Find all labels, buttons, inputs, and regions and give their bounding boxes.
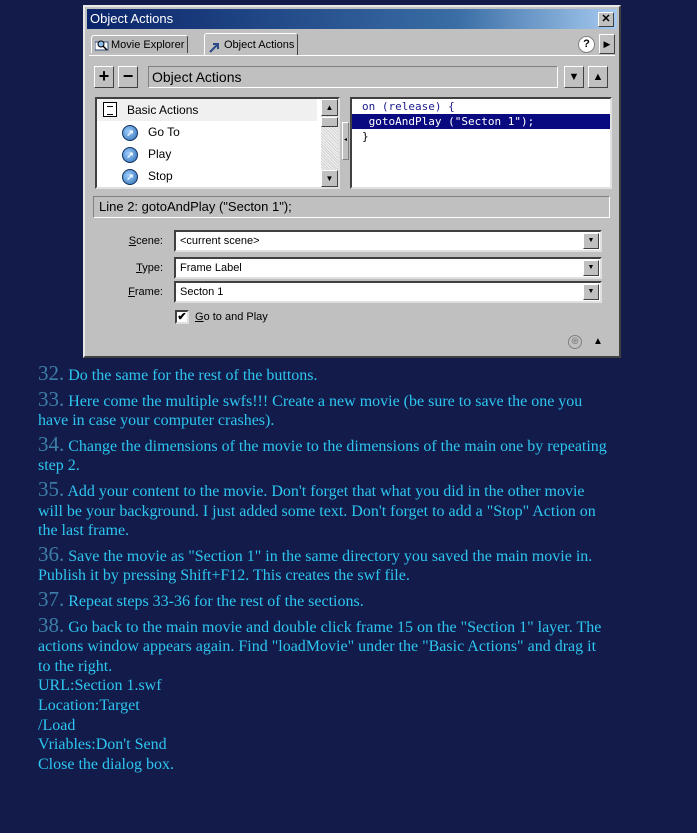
step-line bbox=[38, 541, 678, 567]
step-text: Repeat steps 33-36 for the rest of the sections. bbox=[68, 592, 364, 610]
step-line bbox=[38, 755, 678, 775]
step-line bbox=[38, 411, 678, 431]
step-number: 37. bbox=[38, 586, 65, 611]
window-title: Object Actions bbox=[90, 11, 174, 26]
object-actions-window bbox=[83, 5, 621, 358]
step-text: to the right. bbox=[38, 657, 113, 675]
movie-explorer-icon bbox=[95, 39, 109, 51]
tutorial-steps bbox=[38, 361, 678, 778]
step-number: 35. bbox=[38, 476, 65, 501]
close-button[interactable]: ✕ bbox=[598, 12, 614, 27]
remove-action-button[interactable]: − bbox=[118, 66, 138, 88]
step-text: actions window appears again. Find "loadMovie" under the "Basic Actions" and drag it bbox=[38, 638, 597, 656]
book-icon bbox=[103, 102, 117, 117]
step-text: the last frame. bbox=[38, 522, 130, 540]
step-line bbox=[38, 361, 678, 386]
step-text: URL:Section 1.swf bbox=[38, 677, 162, 695]
toolbox-category-basic-actions[interactable] bbox=[97, 99, 317, 121]
step-text: Change the dimensions of the movie to the dimensions of the main one by repeating bbox=[68, 437, 607, 455]
frame-value: Secton 1 bbox=[180, 286, 224, 298]
scroll-thumb[interactable] bbox=[321, 117, 338, 127]
step-text: /Load bbox=[38, 716, 76, 734]
scene-select[interactable] bbox=[174, 230, 602, 252]
step-line bbox=[38, 431, 678, 457]
item-label: Go To bbox=[148, 125, 180, 139]
step bbox=[38, 612, 678, 775]
step-number: 33. bbox=[38, 386, 65, 411]
tab-label: Object Actions bbox=[224, 39, 295, 51]
help-icon[interactable]: ? bbox=[578, 36, 595, 53]
chevron-down-icon[interactable]: ▼ bbox=[583, 284, 599, 300]
scroll-up-button[interactable]: ▲ bbox=[321, 99, 338, 116]
tab-movie-explorer[interactable] bbox=[91, 35, 188, 53]
goto-and-play-checkbox[interactable]: ✔ bbox=[175, 310, 189, 324]
step-text: Here come the multiple swfs!!! Create a new movie (be sure to save the one you bbox=[68, 392, 583, 410]
step-text: have in case your computer crashes). bbox=[38, 412, 275, 430]
step bbox=[38, 361, 678, 386]
pane-splitter[interactable]: ◂ bbox=[342, 122, 349, 160]
step bbox=[38, 476, 678, 541]
step-line bbox=[38, 637, 678, 657]
toolbox-item-stop[interactable] bbox=[97, 165, 317, 187]
category-label: Basic Actions bbox=[127, 103, 199, 117]
step-text: Do the same for the rest of the buttons. bbox=[68, 367, 318, 384]
step-text: Location:Target bbox=[38, 696, 140, 714]
step bbox=[38, 431, 678, 476]
tab-object-actions[interactable] bbox=[204, 33, 298, 55]
goto-and-play-label[interactable]: Go to and Play bbox=[195, 311, 268, 323]
step-number: 34. bbox=[38, 431, 65, 456]
step-line bbox=[38, 696, 678, 716]
step-text: Add your content to the movie. Don't forget that what you did in the other movie bbox=[67, 482, 585, 500]
step-text: Go back to the main movie and double click frame 15 on the "Section 1" layer. The bbox=[68, 618, 602, 636]
step-line bbox=[38, 657, 678, 677]
action-arrow-icon: ↗ bbox=[122, 169, 138, 185]
tab-label: Movie Explorer bbox=[111, 39, 185, 51]
step-number: 36. bbox=[38, 541, 65, 566]
toolbox-item-play[interactable] bbox=[97, 143, 317, 165]
item-label: Stop bbox=[148, 169, 173, 183]
step-line bbox=[38, 566, 678, 586]
target-icon[interactable]: ⊕ bbox=[568, 335, 582, 349]
step bbox=[38, 541, 678, 586]
actions-toolbox bbox=[95, 97, 340, 189]
step-text: Vriables:Don't Send bbox=[38, 736, 167, 754]
type-select[interactable] bbox=[174, 257, 602, 279]
step-text: Save the movie as "Section 1" in the same directory you saved the main movie in. bbox=[68, 547, 593, 565]
item-label: Play bbox=[148, 147, 172, 161]
step-line bbox=[38, 586, 678, 612]
type-value: Frame Label bbox=[180, 262, 242, 274]
toolbar-label: Object Actions bbox=[148, 66, 558, 88]
frame-select[interactable] bbox=[174, 281, 602, 303]
scroll-down-button[interactable]: ▼ bbox=[321, 170, 338, 187]
type-label: Type: bbox=[136, 262, 163, 274]
move-up-button[interactable]: ▲ bbox=[588, 66, 608, 88]
step-line bbox=[38, 716, 678, 736]
step bbox=[38, 386, 678, 431]
step-line bbox=[38, 612, 678, 638]
toolbox-item-goto[interactable] bbox=[97, 121, 317, 143]
step-line bbox=[38, 476, 678, 502]
action-arrow-icon: ↗ bbox=[122, 125, 138, 141]
code-line[interactable]: on (release) { bbox=[362, 100, 455, 113]
step-line bbox=[38, 386, 678, 412]
object-actions-icon bbox=[208, 39, 222, 51]
script-editor[interactable] bbox=[350, 97, 612, 189]
panel-tabs bbox=[89, 33, 615, 56]
window-titlebar[interactable] bbox=[87, 9, 617, 29]
step-line bbox=[38, 502, 678, 522]
scene-value: <current scene> bbox=[180, 235, 260, 247]
chevron-down-icon[interactable]: ▼ bbox=[583, 233, 599, 249]
step-text: Close the dialog box. bbox=[38, 755, 174, 773]
step-line bbox=[38, 456, 678, 476]
step-line bbox=[38, 676, 678, 696]
scene-label: Scene: bbox=[128, 235, 163, 247]
frame-label: Frame: bbox=[128, 286, 163, 298]
step-number: 38. bbox=[38, 612, 65, 637]
step-number: 32. bbox=[38, 361, 65, 385]
step-line bbox=[38, 521, 678, 541]
chevron-down-icon[interactable]: ▼ bbox=[583, 260, 599, 276]
collapse-icon[interactable]: ▲ bbox=[593, 336, 603, 347]
step-text: Publish it by pressing Shift+F12. This creates the swf file. bbox=[38, 567, 410, 585]
action-arrow-icon: ↗ bbox=[122, 147, 138, 163]
step-text: step 2. bbox=[38, 457, 80, 475]
code-line[interactable]: } bbox=[362, 130, 369, 143]
code-line-selected[interactable]: gotoAndPlay ("Secton 1"); bbox=[352, 114, 610, 129]
panel-menu-button[interactable]: ▶ bbox=[599, 34, 615, 54]
step bbox=[38, 586, 678, 612]
move-down-button[interactable]: ▼ bbox=[564, 66, 584, 88]
current-line-status: Line 2: gotoAndPlay ("Secton 1"); bbox=[93, 196, 610, 218]
toolbox-scrollbar[interactable] bbox=[321, 99, 338, 187]
step-text: will be your background. I just added some text. Don't forget to add a "Stop" Action on bbox=[38, 502, 596, 520]
add-action-button[interactable]: + bbox=[94, 66, 114, 88]
step-line bbox=[38, 735, 678, 755]
